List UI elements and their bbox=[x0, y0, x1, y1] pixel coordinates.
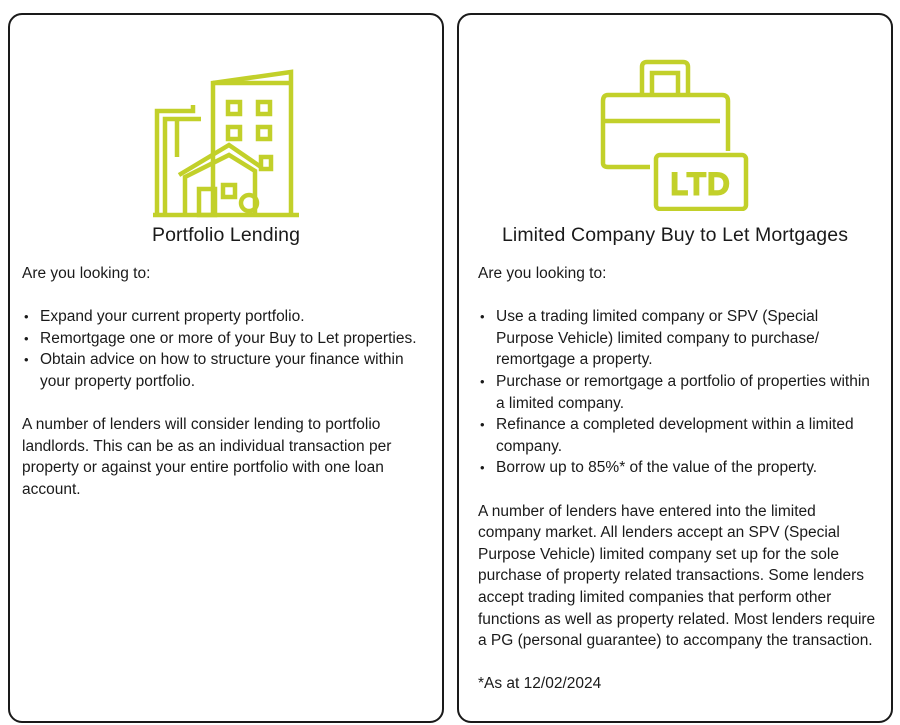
limited-company-card bbox=[457, 13, 893, 723]
intro-text: Are you looking to: bbox=[22, 265, 151, 282]
icon-container bbox=[10, 67, 442, 219]
list-item: • Remortgage one or more of your Buy to Let properties. bbox=[40, 328, 430, 350]
list-item: • Purchase or remortgage a portfolio of properties within a limited company. bbox=[496, 371, 879, 414]
list-item: • Borrow up to 85%* of the value of the property. bbox=[496, 457, 879, 479]
list-item: • Expand your current property portfolio. bbox=[40, 306, 430, 328]
card-body bbox=[478, 263, 879, 695]
footnote: *As at 12/02/2024 bbox=[478, 675, 602, 693]
bullet-list bbox=[478, 306, 879, 479]
list-item: • Obtain advice on how to structure your finance within your property portfolio. bbox=[40, 349, 430, 392]
icon-container bbox=[459, 59, 891, 211]
intro-text: Are you looking to: bbox=[478, 265, 607, 282]
briefcase-ltd-icon bbox=[600, 59, 750, 211]
description-paragraph: A number of lenders will consider lending to portfolio landlords. This can be as an individual transaction per property or against your entire portfolio with one loan account. bbox=[22, 416, 392, 498]
description-paragraph: A number of lenders have entered into the limited company market. All lenders accept an SPV (Special Purpose Vehicle) limited company set up for the sole purchase of property related transactions. Some lenders accept trading limited companies that perform other functions as well as property related. Most lenders require a PG (personal guarantee) to accompany the transaction. bbox=[478, 502, 876, 650]
card-title: Portfolio Lending bbox=[151, 224, 301, 246]
bullet-list bbox=[22, 306, 430, 392]
list-item: • Use a trading limited company or SPV (Special Purpose Vehicle) limited company to purchase/ remortgage a property. bbox=[496, 306, 879, 371]
card-title: Limited Company Buy to Let Mortgages bbox=[501, 224, 849, 246]
ltd-badge-text: LTD bbox=[670, 168, 732, 201]
portfolio-lending-card bbox=[8, 13, 444, 723]
buildings-icon bbox=[153, 67, 299, 219]
card-body bbox=[22, 263, 430, 522]
list-item: • Refinance a completed development within a limited company. bbox=[496, 414, 879, 457]
